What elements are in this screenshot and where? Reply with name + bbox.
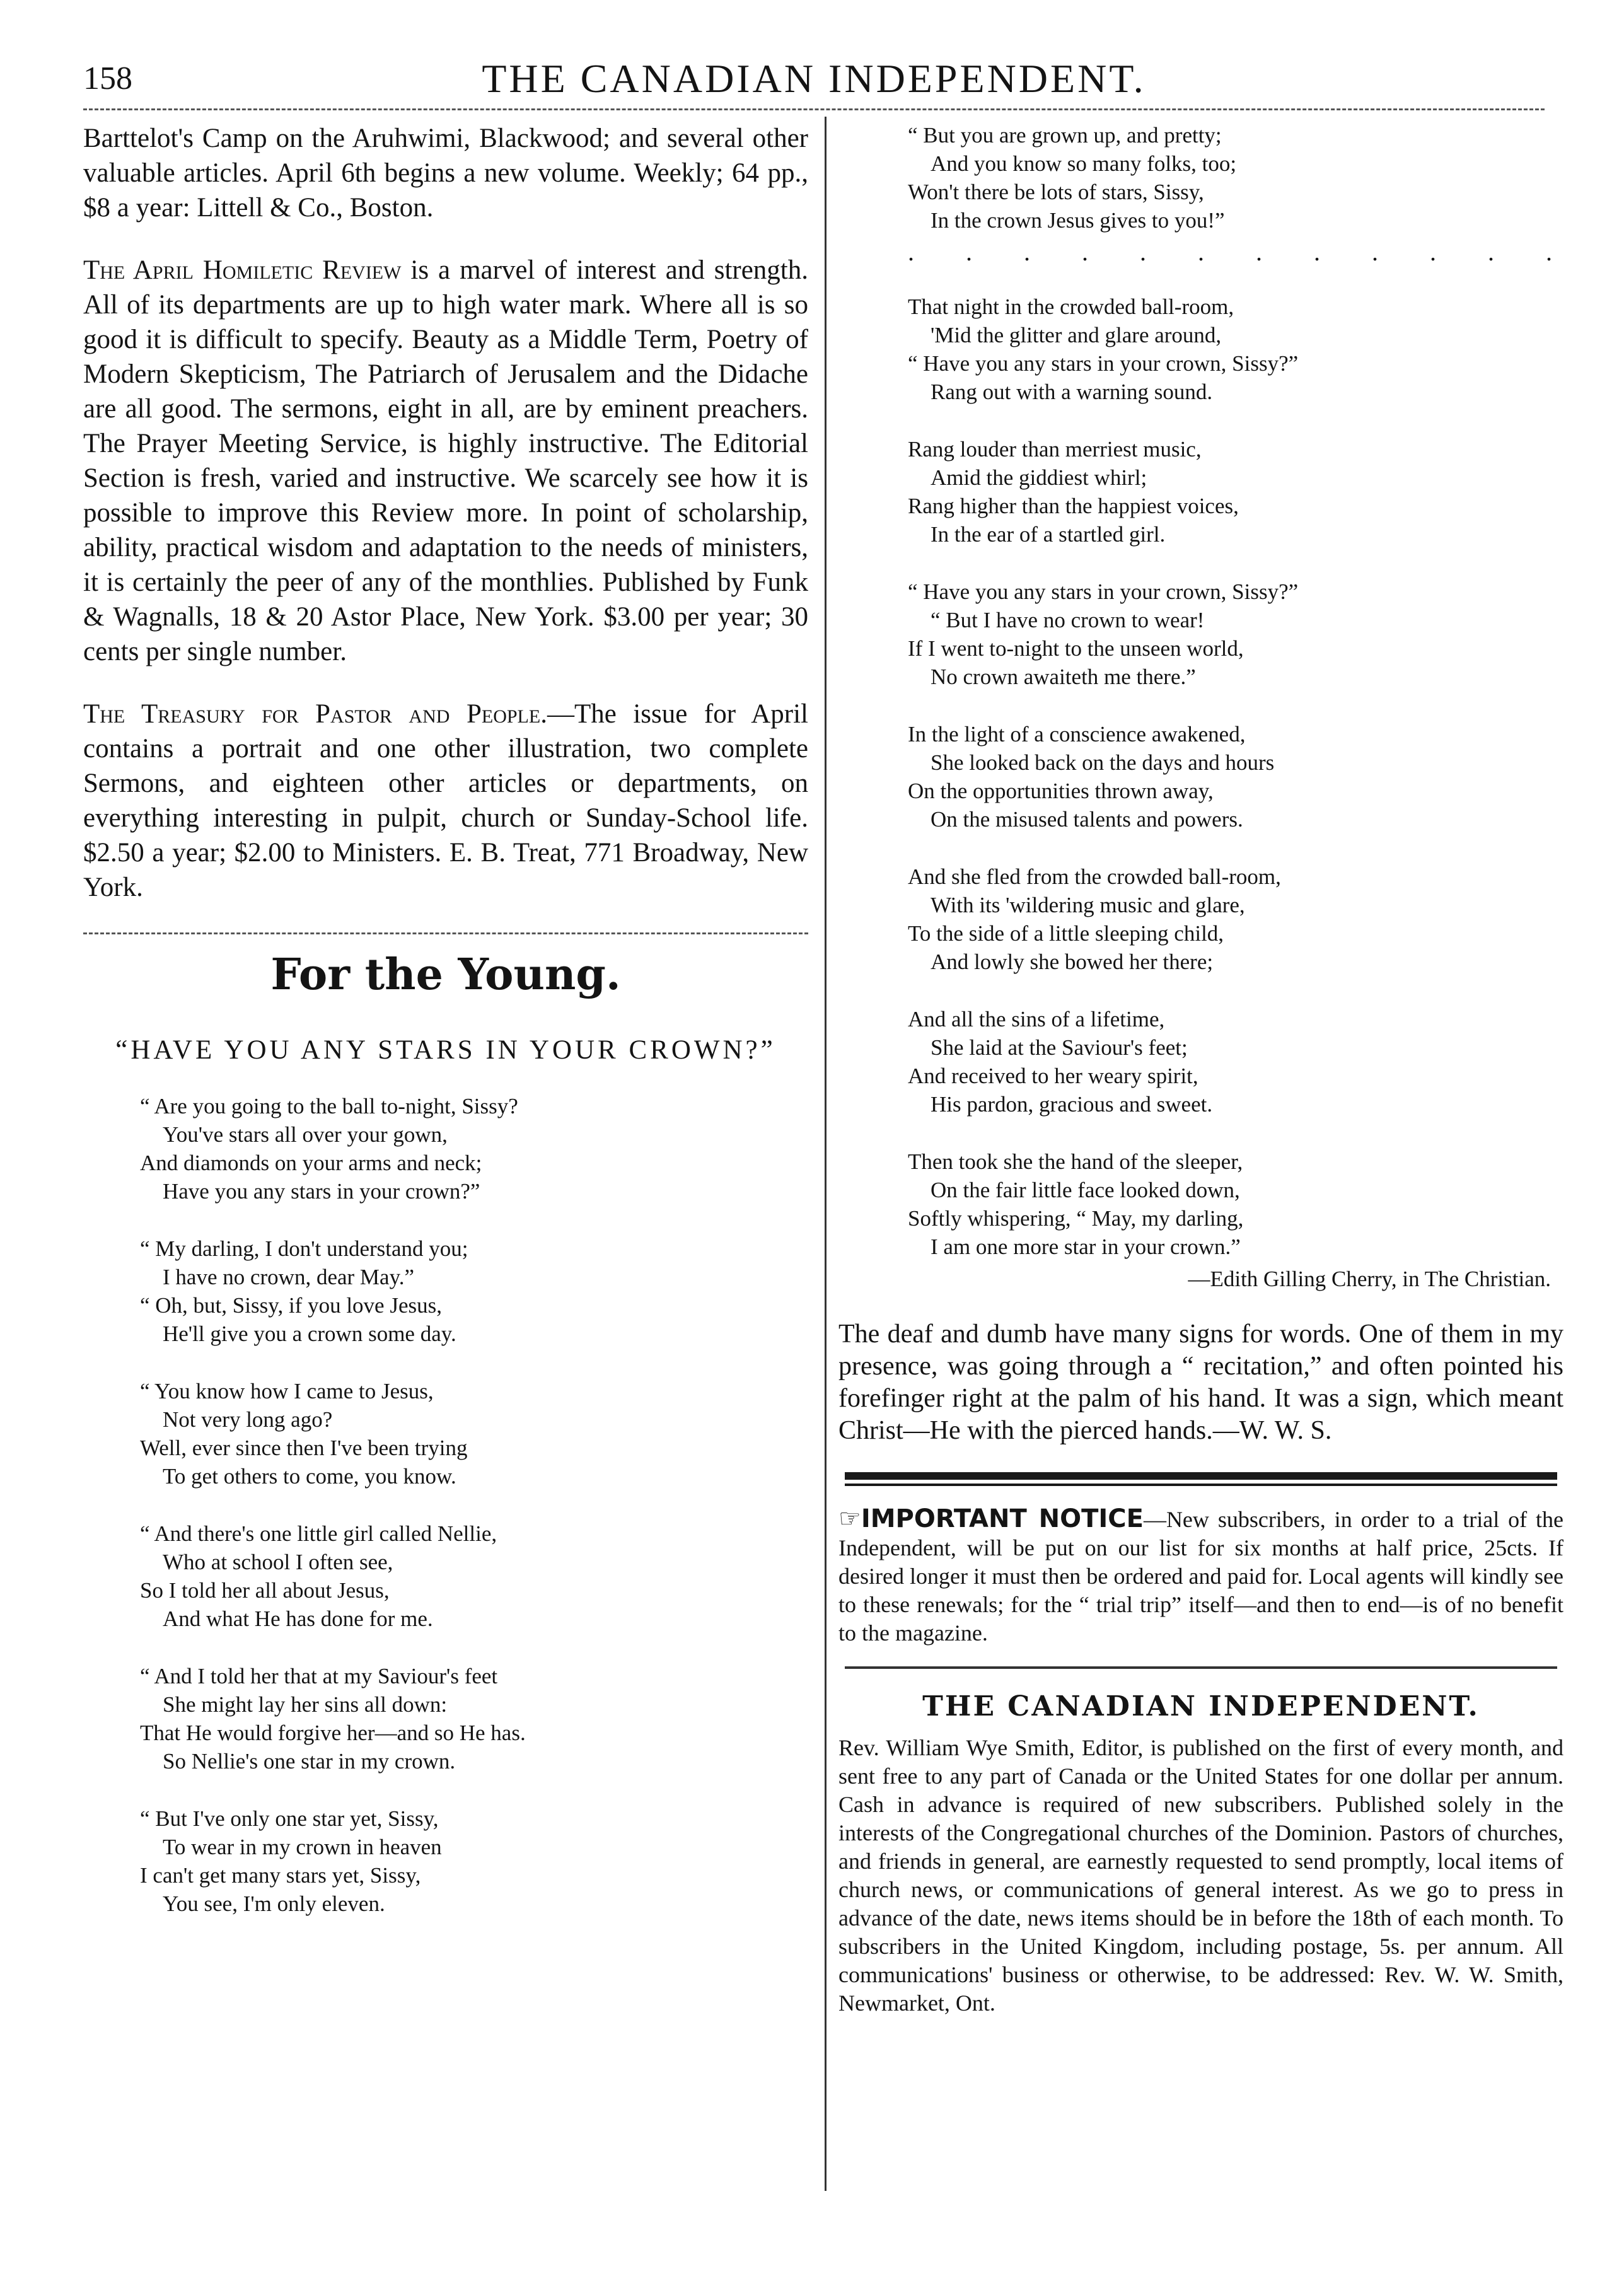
poem-line: Then took she the hand of the sleeper, bbox=[908, 1149, 1243, 1174]
poem-line: “ Are you going to the ball to-night, Sissy? bbox=[140, 1094, 518, 1118]
header-rule bbox=[83, 108, 1545, 110]
poem-line: “ But I have no crown to wear! bbox=[931, 608, 1205, 632]
poem-line: He'll give you a crown some day. bbox=[163, 1321, 456, 1346]
stanza bbox=[908, 293, 1563, 406]
poem-line: On the fair little face looked down, bbox=[931, 1178, 1240, 1202]
review-treasury bbox=[83, 697, 808, 905]
stanza bbox=[908, 1147, 1563, 1261]
poem-line: To wear in my crown in heaven bbox=[163, 1835, 442, 1859]
poem-line: Rang out with a warning sound. bbox=[931, 380, 1213, 404]
poem-line: Not very long ago? bbox=[163, 1407, 333, 1432]
poem-line: I can't get many stars yet, Sissy, bbox=[140, 1863, 421, 1888]
poem-line: So I told her all about Jesus, bbox=[140, 1578, 390, 1603]
stanza bbox=[140, 1804, 808, 1918]
poem-line: “ But you are grown up, and pretty; bbox=[908, 123, 1222, 148]
review-homiletic-lead: The April Homiletic Review bbox=[83, 255, 402, 285]
poem-line: If I went to-night to the unseen world, bbox=[908, 636, 1244, 661]
poem-line: In the light of a conscience awakened, bbox=[908, 722, 1246, 746]
poem-line: She might lay her sins all down: bbox=[163, 1692, 448, 1717]
page-number: 158 bbox=[83, 61, 132, 96]
poem-line: Amid the giddiest whirl; bbox=[931, 465, 1147, 490]
stanza bbox=[140, 1234, 808, 1348]
poem-line: On the misused talents and powers. bbox=[931, 807, 1243, 832]
poem-line: You see, I'm only eleven. bbox=[163, 1891, 385, 1916]
poem-line: In the ear of a startled girl. bbox=[931, 522, 1166, 547]
poem-line: That night in the crowded ball-room, bbox=[908, 294, 1234, 319]
poem-line: Softly whispering, “ May, my darling, bbox=[908, 1206, 1244, 1231]
important-notice bbox=[838, 1505, 1563, 1647]
poem-line: No crown awaiteth me there.” bbox=[931, 665, 1196, 689]
poem-line: “ Have you any stars in your crown, Sissy?” bbox=[908, 579, 1299, 604]
poem-line: “ Have you any stars in your crown, Sissy?” bbox=[908, 351, 1299, 376]
poem-line: “ My darling, I don't understand you; bbox=[140, 1236, 468, 1261]
page-header bbox=[83, 50, 1545, 107]
stanza bbox=[140, 1662, 808, 1775]
poem-title: “HAVE YOU ANY STARS IN YOUR CROWN?” bbox=[115, 1035, 776, 1065]
poem-line: You've stars all over your gown, bbox=[163, 1122, 448, 1147]
notice-body: —New subscribers, in order to a trial of the Independent, will be put on our list for six months at half price, 25cts. If desired longer it must then be ordered and paid for. Local agents will kindly see to these renewals; for the “ trial trip” itself—and then to end—is of no benefit to the magazine. bbox=[838, 1507, 1563, 1646]
poem-line: Rang higher than the happiest voices, bbox=[908, 494, 1239, 518]
poem-line: “ You know how I came to Jesus, bbox=[140, 1379, 434, 1403]
poem-line: Won't there be lots of stars, Sissy, bbox=[908, 180, 1204, 204]
poem-line: And lowly she bowed her there; bbox=[931, 949, 1214, 974]
stanza bbox=[908, 720, 1563, 833]
poem-attribution: —Edith Gilling Cherry, in The Christian. bbox=[1188, 1267, 1551, 1291]
column-divider bbox=[825, 117, 826, 2191]
stanza bbox=[140, 1092, 808, 1205]
review-treasury-body: —The issue for April contains a portrait and one other illustration, two complete Sermons, and eighteen other articles or departments, on everything interesting in pulpit, church or Sunday-School life. $2.50 a year; $2.00 to Ministers. E. B. Treat, 771 Broadway, New York. bbox=[83, 699, 808, 902]
poem-left bbox=[140, 1092, 808, 1918]
thick-rule bbox=[845, 1472, 1557, 1480]
stanza bbox=[140, 1377, 808, 1490]
review-treasury-lead: The Treasury for Pastor and People. bbox=[83, 699, 547, 729]
poem-line: So Nellie's one star in my crown. bbox=[163, 1749, 456, 1774]
poem-line: And she fled from the crowded ball-room, bbox=[908, 864, 1281, 889]
review-homiletic bbox=[83, 253, 808, 669]
poem-line: Have you any stars in your crown?” bbox=[163, 1179, 480, 1204]
poem-line: Well, ever since then I've been trying bbox=[140, 1436, 468, 1460]
poem-line: Who at school I often see, bbox=[163, 1550, 393, 1574]
stanza bbox=[908, 862, 1563, 976]
notice-lead: ☞IMPORTANT NOTICE bbox=[838, 1504, 1144, 1533]
poem-line: To the side of a little sleeping child, bbox=[908, 921, 1224, 946]
poem-line: And all the sins of a lifetime, bbox=[908, 1007, 1165, 1031]
poem-line: “ But I've only one star yet, Sissy, bbox=[140, 1806, 439, 1831]
stanza bbox=[908, 121, 1563, 235]
section-heading: For the Young. bbox=[270, 949, 621, 1000]
poem-line: And diamonds on your arms and neck; bbox=[140, 1151, 482, 1175]
poem-line: His pardon, gracious and sweet. bbox=[931, 1092, 1213, 1117]
review-littell: Barttelot's Camp on the Aruhwimi, Blackwood; and several other valuable articles. April 6th begins a new volume. Weekly; 64 pp., $8 a year: Littell & Co., Boston. bbox=[83, 124, 808, 223]
poem-line: “ And I told her that at my Saviour's feet bbox=[140, 1664, 498, 1688]
poem-line: 'Mid the glitter and glare around, bbox=[931, 323, 1222, 347]
poem-line: And received to her weary spirit, bbox=[908, 1064, 1198, 1088]
poem-line: “ Oh, but, Sissy, if you love Jesus, bbox=[140, 1293, 442, 1318]
publisher-heading: THE CANADIAN INDEPENDENT. bbox=[922, 1690, 1480, 1722]
poem-line: “ And there's one little girl called Nellie, bbox=[140, 1521, 497, 1546]
stanza bbox=[140, 1519, 808, 1633]
stanza-break-dots: . . . . . . . . . . . . bbox=[908, 238, 1575, 266]
poem-line: With its 'wildering music and glare, bbox=[931, 893, 1245, 917]
poem-line: In the crown Jesus gives to you!” bbox=[931, 208, 1225, 233]
poem-line: Rang louder than merriest music, bbox=[908, 437, 1202, 462]
poem-line: I have no crown, dear May.” bbox=[163, 1265, 415, 1289]
stanza bbox=[908, 1005, 1563, 1118]
review-homiletic-body: is a marvel of interest and strength. All of its departments are up to high water mark. Where all is so good it is difficult to specify. Beauty as a Middle Term, Poetry of Modern Skepticism, The Patriarch of Jerusalem and the Didache are all good. The sermons, eight in all, are by eminent preachers. The Prayer Meeting Service, is highly instructive. The Editorial Section is fresh, varied and instructive. We scarcely see how it is possible to improve this Review more. In point of scholarship, ability, practical wisdom and adaptation to the needs of ministers, it is certainly the peer of any of the monthlies. Published by Funk & Wagnalls, 18 & 20 Astor Place, New York. $3.00 per year; 30 cents per single number. bbox=[83, 255, 808, 666]
poem-right bbox=[908, 121, 1575, 1261]
poem-line: She laid at the Saviour's feet; bbox=[931, 1035, 1188, 1060]
poem-line: To get others to come, you know. bbox=[163, 1464, 456, 1489]
deaf-dumb-paragraph: The deaf and dumb have many signs for words. One of them in my presence, was going through a “ recitation,” and often pointed his forefinger right at the palm of his hand. It was a sign, which meant Christ—He with the pierced hands.—W. W. S. bbox=[838, 1320, 1563, 1445]
poem-line: On the opportunities thrown away, bbox=[908, 779, 1214, 803]
notice-rule bbox=[845, 1666, 1557, 1669]
poem-line: That He would forgive her—and so He has. bbox=[140, 1721, 526, 1745]
poem-line: And what He has done for me. bbox=[163, 1606, 433, 1631]
stanza bbox=[908, 435, 1563, 549]
publisher-paragraph: Rev. William Wye Smith, Editor, is published on the first of every month, and sent free to any part of Canada or the United States for one dollar per annum. Cash in advance is required of new subscribers. Published solely in the interests of the Congregational churches of the Dominion. Pastors of churches, and friends in general, are earnestly requested to send promptly, local items of church news, or communications of general interest. As we go to press in advance of the date, news items should be in before the 18th of each month. To subscribers in the United Kingdom, including postage, 5s. per annum. All communications' business or otherwise, to be addressed: Rev. W. W. Smith, Newmarket, Ont. bbox=[838, 1735, 1563, 2016]
section-separator bbox=[83, 932, 808, 934]
poem-line: And you know so many folks, too; bbox=[931, 151, 1237, 176]
running-title: THE CANADIAN INDEPENDENT. bbox=[482, 56, 1146, 101]
thin-rule bbox=[845, 1484, 1557, 1486]
poem-line: She looked back on the days and hours bbox=[931, 750, 1275, 775]
left-column bbox=[83, 121, 808, 1947]
right-column bbox=[838, 121, 1575, 2036]
stanza bbox=[908, 578, 1563, 691]
poem-line: I am one more star in your crown.” bbox=[931, 1234, 1241, 1259]
